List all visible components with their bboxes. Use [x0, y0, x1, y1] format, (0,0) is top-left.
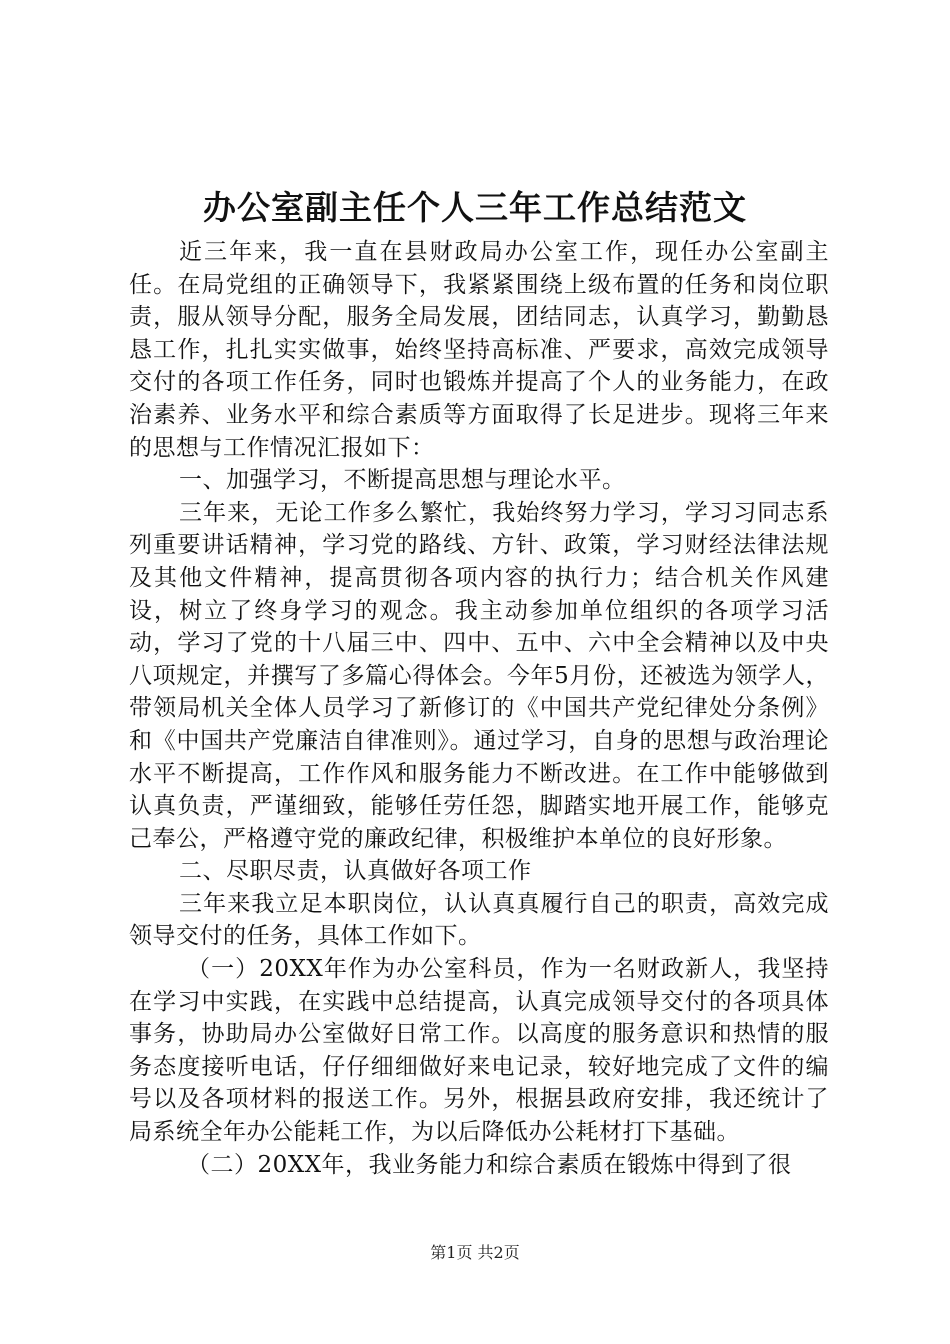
subsection-2-paragraph: （二）20XX年，我业务能力和综合素质在锻炼中得到了很 [187, 1151, 792, 1178]
section-heading-1: 一、加强学习，不断提高思想与理论水平。 [179, 467, 626, 494]
section-1-paragraph: 三年来，无论工作多么繁忙，我始终努力学习，学习习同志系列重要讲话精神，学习党的路线、方针、政策，学习财经法律法规及其他文件精神，提高贯彻各项内容的执行力；结合机关作风建设，树立了终身学习的观念。我主动参加单位组织的各项学习活动，学习了党的十八届三中、四中、五中、六中全会精神以及中央八项规定，并撰写了多篇心得体会。今年5月份，还被选为领学人，带领局机关全体人员学习了新修订的《中国共产党纪律处分条例》和《中国共产党廉洁自律准则》。通过学习，自身的思想与政治理论水平不断提高，工作作风和服务能力不断改进。在工作中能够做到认真负责，严谨细致，能够任劳任怨，脚踏实地开展工作，能够克己奉公，严格遵守党的廉政纪律，积极维护本单位的良好形象。 [129, 499, 829, 852]
section-heading-2: 二、尽职尽责，认真做好各项工作 [179, 858, 532, 885]
intro-paragraph: 近三年来，我一直在县财政局办公室工作，现任办公室副主任。在局党组的正确领导下，我紧紧围绕上级布置的任务和岗位职责，服从领导分配，服务全局发展，团结同志，认真学习，勤勤恳恳工作，扎扎实实做事，始终坚持高标准、严要求，高效完成领导交付的各项工作任务，同时也锻炼并提高了个人的业务能力，在政治素养、业务水平和综合素质等方面取得了长足进步。现将三年来的思想与工作情况汇报如下： [129, 239, 829, 461]
page-title: 办公室副主任个人三年工作总结范文 [203, 188, 747, 227]
document-body [129, 236, 829, 1181]
section-2-paragraph: 三年来我立足本职岗位，认认真真履行自己的职责，高效完成领导交付的任务，具体工作如下。 [129, 890, 829, 950]
subsection-1-paragraph: （一）20XX年作为办公室科员，作为一名财政新人，我坚持在学习中实践，在实践中总结提高，认真完成领导交付的各项具体事务，协助局办公室做好日常工作。以高度的服务意识和热情的服务态度接听电话，仔仔细细做好来电记录，较好地完成了文件的编号以及各项材料的报送工作。另外，根据县政府安排，我还统计了局系统全年办公能耗工作，为以后降低办公耗材打下基础。 [129, 956, 829, 1146]
page-footer: 第1页 共2页 [430, 1243, 520, 1262]
